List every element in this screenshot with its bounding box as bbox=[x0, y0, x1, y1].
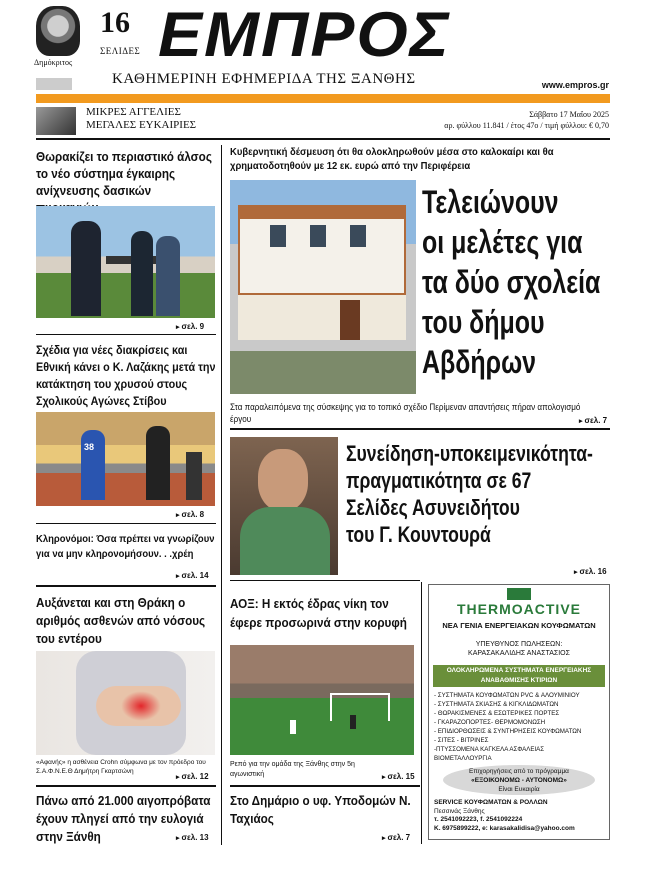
ad-logo-icon bbox=[507, 588, 531, 600]
photo-stomach bbox=[36, 651, 215, 755]
ad-program: Επιχορηγήσεις από το πρόγραμμα «ΕΞΟΙΚΟΝΟΜΩ - ΑΥΤΟΝΟΜΩ» Είναι Ευκαιρία bbox=[443, 765, 595, 795]
header-rule bbox=[36, 138, 610, 140]
page-ref[interactable]: ▸ σελ. 9 bbox=[176, 322, 204, 331]
ad-resp-label: ΥΠΕΥΘΥΝΟΣ ΠΩΛΗΣΕΩΝ: bbox=[475, 641, 563, 648]
story-sport-title[interactable]: ΑΟΞ: Η εκτός έδρας νίκη τον έφερε προσωρινά στην κορυφή bbox=[230, 596, 407, 630]
lead-headline[interactable]: Τελειώνουν οι μελέτες για τα δύο σχολεία του δήμου Αβδήρων bbox=[422, 184, 601, 380]
story-sheep-title[interactable]: Πάνω από 21.000 αιγοπρόβατα έχουν πληγεί από την ευλογιά στην Ξάνθη bbox=[36, 793, 211, 844]
story-infrastructure-title[interactable]: Στο Δημάριο ο υφ. Υποδομών Ν. Ταχιάος bbox=[230, 793, 411, 826]
democritus-logo bbox=[36, 6, 80, 56]
divider bbox=[36, 334, 216, 335]
lead-kicker: Κυβερνητική δέσμευση ότι θα ολοκληρωθούν μέσα στο καλοκαίρι και θα χρηματοδοτηθούν με 12 εκ. ευρώ από την Περιφέρεια bbox=[230, 146, 554, 172]
tagline: ΚΑΘΗΜΕΡΙΝΗ ΕΦΗΜΕΡΙΔΑ ΤΗΣ ΞΑΝΘΗΣ bbox=[112, 71, 416, 87]
photo-football bbox=[230, 645, 414, 755]
pages-label: ΣΕΛΙΔΕΣ bbox=[100, 46, 141, 56]
second-headline[interactable]: Συνείδηση-υποκειμενικότητα- πραγματικότητα σε 67 Σελίδες Ασυνειδήτου του Γ. Κουντουρά bbox=[346, 441, 593, 547]
column-divider bbox=[421, 582, 422, 844]
divider bbox=[230, 428, 610, 430]
page-ref[interactable]: ▸ σελ. 13 bbox=[176, 833, 209, 842]
page-ref[interactable]: ▸ σελ. 16 bbox=[574, 567, 607, 576]
story-bowel-title[interactable]: Αυξάνεται και στη Θράκη ο αριθμός ασθενών από νόσους του εντέρου bbox=[36, 595, 206, 646]
sport-caption: Ρεπό για την ομάδα της Ξάνθης στην 5η αγωνιστική bbox=[230, 761, 355, 778]
page-ref[interactable]: ▸ σελ. 8 bbox=[176, 510, 204, 519]
ad-brand: THERMOACTIVE bbox=[457, 601, 581, 617]
lead-subline: Στα παραλειπόμενα της σύσκεψης για το τοπικό σχέδιο Περίμεναν απαντήσεις πήραν απολογισμό έργου bbox=[230, 402, 581, 424]
page-ref[interactable]: ▸ σελ. 12 bbox=[176, 772, 209, 781]
coin-icon bbox=[36, 107, 76, 135]
ad-resp-name: ΚΑΡΑΣΑΚΑΛΙΔΗΣ ΑΝΑΣΤΑΣΙΟΣ bbox=[468, 650, 570, 657]
ad-slogan: ΝΕΑ ΓΕΝΙΑ ΕΝΕΡΓΕΙΑΚΩΝ ΚΟΥΦΩΜΑΤΩΝ bbox=[442, 621, 596, 630]
anniversary-badge bbox=[36, 78, 72, 90]
column-divider bbox=[221, 145, 222, 845]
page-ref[interactable]: ▸ σελ. 7 bbox=[579, 416, 607, 425]
ad-band: ΟΛΟΚΛΗΡΩΜΕΝΑ ΣΥΣΤΗΜΑΤΑ ΕΝΕΡΓΕΙΑΚΗΣ ΑΝΑΒΑΘΜΙΣΗΣ ΚΤΙΡΙΩΝ bbox=[433, 665, 605, 687]
divider bbox=[230, 580, 420, 581]
logo-caption: Δημόκριτος bbox=[34, 58, 73, 67]
page-ref[interactable]: ▸ σελ. 14 bbox=[176, 571, 209, 580]
runner-bib: 38 bbox=[84, 442, 95, 452]
photo-author bbox=[230, 437, 338, 575]
ad-items: - ΣΥΣΤΗΜΑΤΑ ΚΟΥΦΩΜΑΤΩΝ PVC & ΑΛΟΥΜΙΝΙΟΥ - ΣΥΣΤΗΜΑΤΑ ΣΚΙΑΣΗΣ & ΚΙΓΚΛΙΔΩΜΑΤΩΝ - ΘΩΡΑΚΙΣΜΕΝΕΣ & ΕΣΩΤΕΡΙΚΕΣ ΠΟΡΤΕΣ - ΓΚΑΡΑΖΟΠΟΡΤΕΣ- ΘΕΡΜΟΜΟΝΩΣΗ - ΕΠΙΔΙΟΡΘΩΣΕΙΣ & ΣΥΝΤΗΡΗΣΕΙΣ ΚΟΥΦΩΜΑΤΩΝ - ΣΙΤΕΣ - ΒΙΤΡΙΝΕΣ -ΠΤΥΣΣΟΜΕΝΑ ΚΑΓΚΕΛΑ ΑΣΦΑΛΕΙΑΣ ΒΙΟΜΕΤΑΛΛΟΥΡΓΙΑ bbox=[434, 692, 582, 762]
ad-contact: SERVICE ΚΟΥΦΩΜΑΤΩΝ & ΡΟΛΛΩΝ Πεσσινάς Ξάνθης τ. 2541092223, f. 2541092224 Κ. 6975899222, e: karasakalidisa@yahoo.com bbox=[434, 799, 575, 832]
divider bbox=[36, 585, 216, 587]
divider bbox=[36, 785, 216, 787]
website[interactable]: www.empros.gr bbox=[541, 80, 609, 90]
story-inheritance-title[interactable]: Κληρονόμοι: Όσα πρέπει να γνωρίζουν για να μην κληρονομήσουν. . .χρέη bbox=[36, 533, 215, 560]
thermoactive-ad[interactable] bbox=[428, 584, 610, 840]
pages-count: 16 bbox=[100, 6, 130, 39]
divider bbox=[36, 523, 216, 524]
masthead-title: ΕΜΠΡΟΣ bbox=[158, 0, 451, 70]
small-ads: ΜΙΚΡΕΣ ΑΓΓΕΛΙΕΣ ΜΕΓΑΛΕΣ ΕΥΚΑΙΡΙΕΣ bbox=[86, 106, 197, 131]
dateline: Σάββατο 17 Μαΐου 2025 αρ. φύλλου 11.841 / έτος 47ο / τιμή φύλλου: € 0,70 bbox=[444, 110, 609, 130]
photo-school bbox=[230, 180, 416, 394]
photo-caption: «Αφανής» η ασθένεια Crohn σύμφωνα με τον πρόεδρο του Σ.Α.Φ.Ν.Ε.Θ Δημήτρη Γκαρτσώνη bbox=[36, 759, 206, 775]
divider bbox=[230, 785, 420, 787]
story-forest-title[interactable]: Θωρακίζει το περιαστικό άλσος το νέο σύστημα έγκαιρης ανίχνευσης δασικών bbox=[36, 149, 212, 198]
page-ref[interactable]: ▸ σελ. 15 bbox=[382, 772, 415, 781]
photo-athletics bbox=[36, 412, 215, 506]
photo-ceremony bbox=[36, 206, 215, 318]
page-ref[interactable]: ▸ σελ. 7 bbox=[382, 833, 410, 842]
story-athletics-title[interactable]: Σχέδια για νέες διακρίσεις και Εθνική κάνει ο Κ. Λαζάκης μετά την κατάκτηση του χρυσού στους Σχολικούς Αγώνες Στίβου bbox=[36, 343, 216, 408]
accent-bar bbox=[36, 94, 610, 103]
